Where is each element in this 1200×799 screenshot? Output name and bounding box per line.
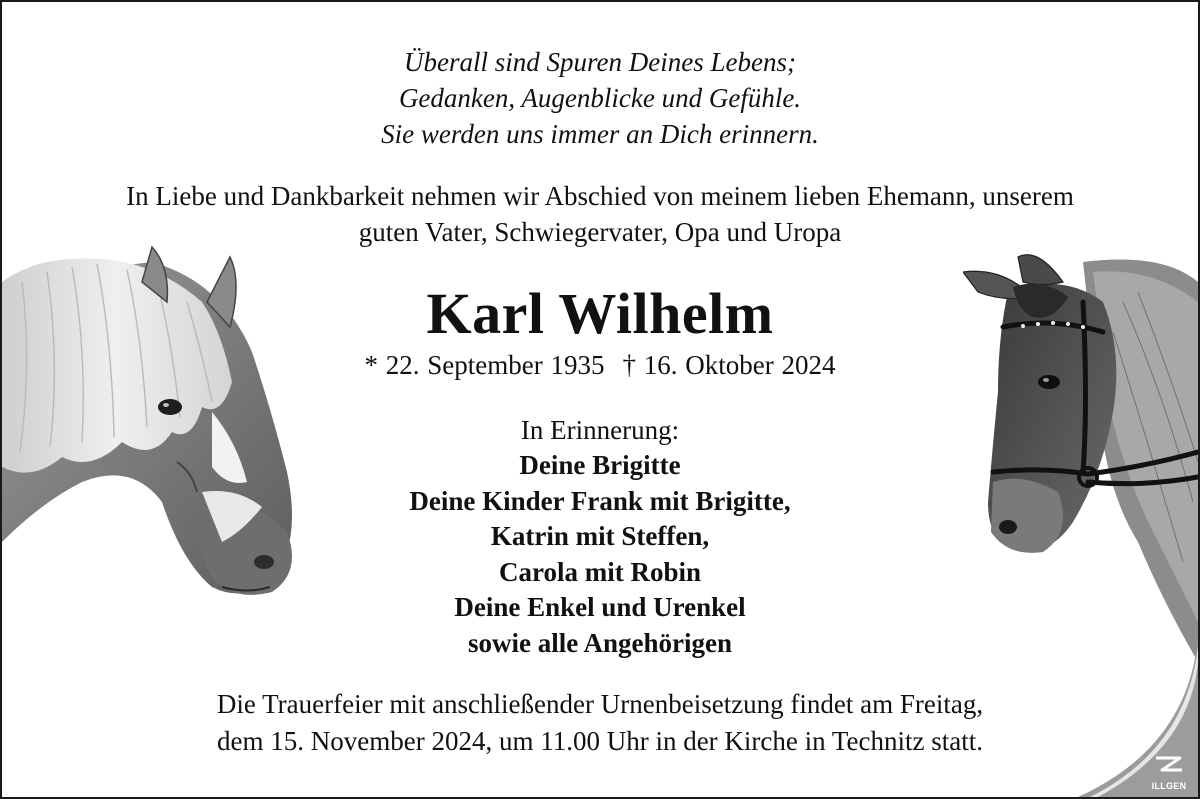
mourner-line: Deine Kinder Frank mit Brigitte, [409,485,791,516]
publisher-logo-text: ILLGEN [1151,781,1187,791]
intro-line: guten Vater, Schwiegervater, Opa und Uropa [358,217,842,247]
mourner-line: Deine Enkel und Urenkel [454,592,746,622]
funeral-ceremony-info [2,686,1198,760]
poem-line: Überall sind Spuren Deines Lebens; [404,47,796,77]
deceased-name: Karl Wilhelm [426,281,774,346]
mourner-line: sowie alle Angehörigen [468,627,732,658]
ceremony-line: Die Trauerfeier mit anschließender Urnenbeisetzung findet am Freitag, [216,689,984,719]
ceremony-line: dem 15. November 2024, um 11.00 Uhr in der Kirche in Technitz statt. [217,726,983,756]
mourner-line: Carola mit Robin [498,556,701,587]
farewell-intro [2,178,1198,250]
poem-line: Sie werden uns immer an Dich erinnern. [381,119,819,149]
intro-line: In Liebe und Dankbarkeit nehmen wir Abschied von meinem lieben Ehemann, unserem [126,181,1074,211]
poem [2,44,1198,152]
poem-line: Gedanken, Augenblicke und Gefühle. [398,83,802,113]
mourner-line: Katrin mit Steffen, [490,521,710,551]
death-date: † 16. Oktober 2024 [622,350,836,380]
mourner-line: Deine Brigitte [519,450,681,480]
birth-date: * 22. September 1935 [364,350,605,380]
mourners-list [2,448,1198,661]
life-dates [2,346,1198,384]
memory-heading: In Erinnerung: [520,415,680,445]
